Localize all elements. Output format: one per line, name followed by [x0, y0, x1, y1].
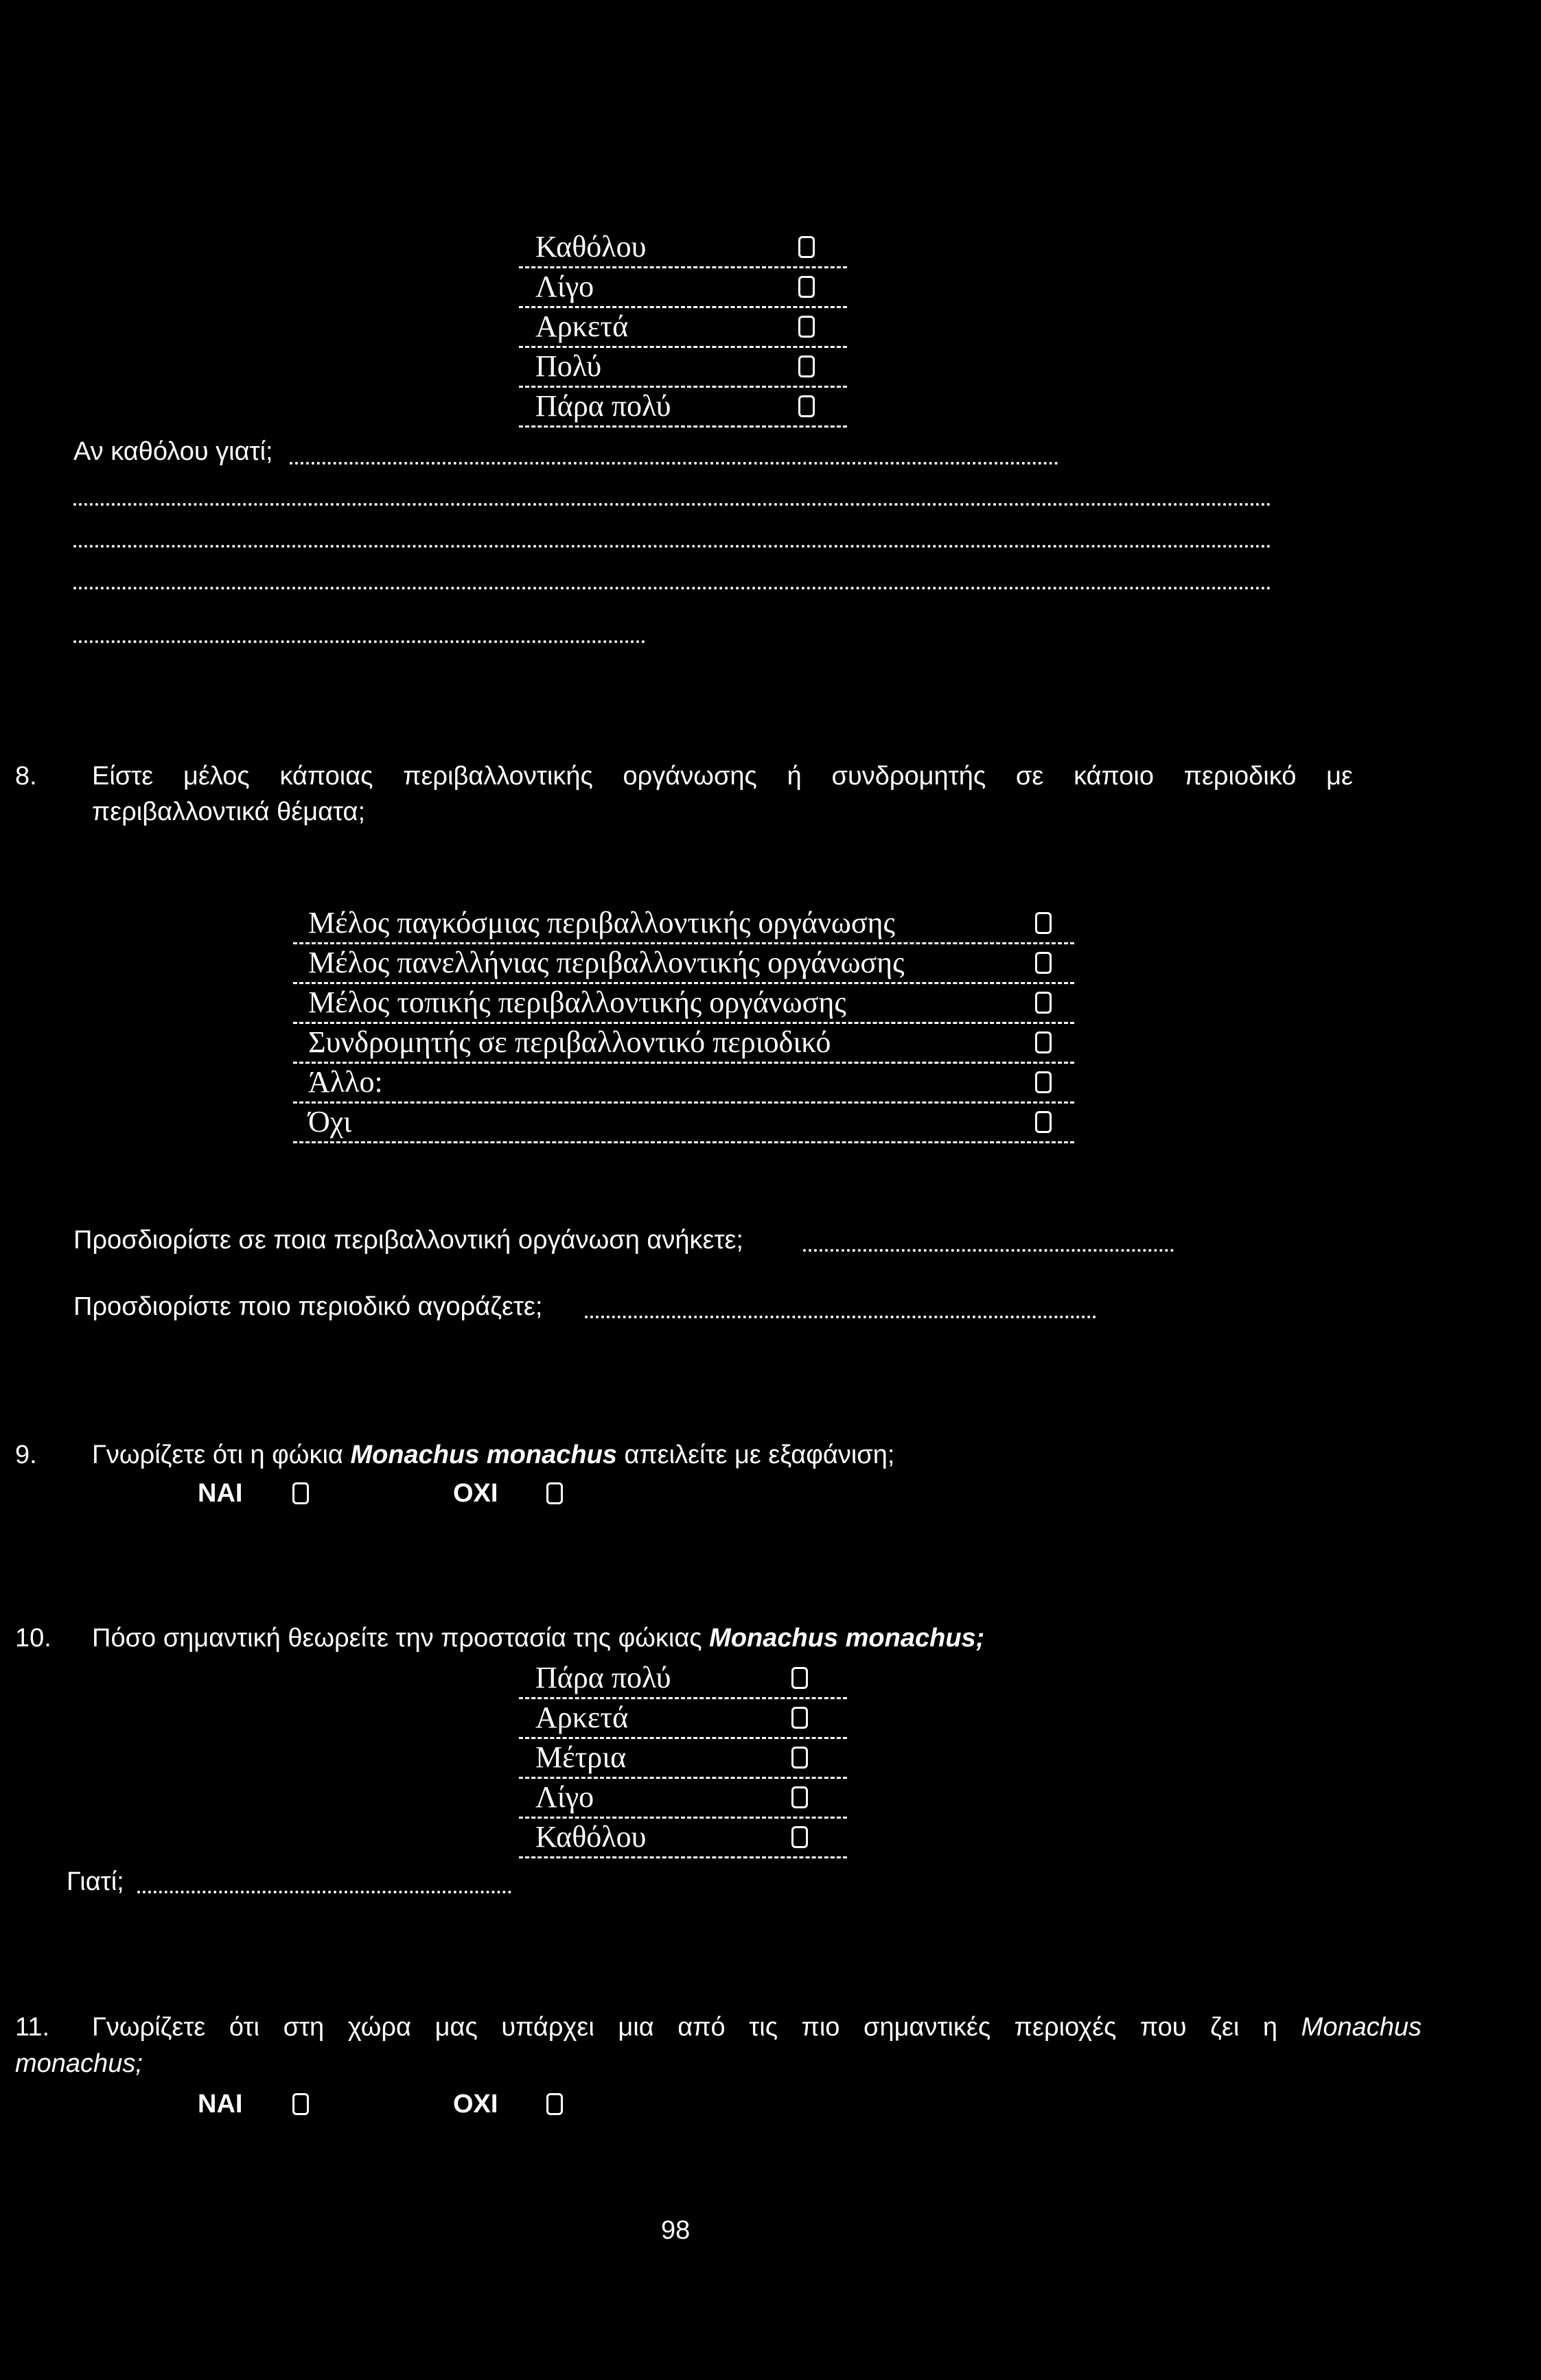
specify-magazine-label: Προσδιορίστε ποιο περιοδικό αγοράζετε; — [73, 1292, 543, 1321]
option-label: Άλλο: — [308, 1065, 383, 1099]
answer-line[interactable] — [73, 640, 645, 643]
answer-line[interactable] — [73, 587, 1271, 590]
rating-option[interactable] — [519, 348, 847, 388]
why-label: Γιατί; — [67, 1867, 124, 1896]
question-number: 10. — [15, 1624, 51, 1653]
option-label: Όχι — [308, 1105, 352, 1139]
question-text — [92, 1440, 894, 1471]
option-label: Καθόλου — [535, 230, 647, 264]
membership-option[interactable] — [293, 905, 1074, 944]
checkbox[interactable] — [791, 1667, 808, 1689]
option-label: Πάρα πολύ — [535, 389, 671, 423]
option-label: Πολύ — [535, 349, 602, 383]
checkbox[interactable] — [1035, 1031, 1052, 1053]
checkbox[interactable] — [798, 395, 815, 417]
checkbox[interactable] — [798, 236, 815, 258]
answer-line[interactable] — [585, 1316, 1096, 1318]
checkbox[interactable] — [798, 355, 815, 377]
question-text: Είστε μέλος κάποιας περιβαλλοντικής οργάνωσης ή συνδρομητής σε κάποιο περιοδικό με — [92, 762, 1353, 791]
checkbox[interactable] — [798, 316, 815, 338]
option-label: Λίγο — [535, 1780, 594, 1814]
answer-line[interactable] — [803, 1249, 1174, 1252]
importance-option[interactable] — [519, 1779, 847, 1819]
checkbox[interactable] — [1035, 1111, 1052, 1133]
question-text — [92, 1623, 984, 1655]
answer-line[interactable] — [73, 545, 1271, 548]
checkbox[interactable] — [1035, 992, 1052, 1014]
option-label: Λίγο — [535, 270, 594, 303]
answer-line[interactable] — [290, 462, 1058, 465]
yes-label: ΝΑΙ — [198, 1479, 243, 1508]
no-checkbox[interactable] — [546, 1482, 563, 1504]
question-text: περιβαλλοντικά θέματα; — [92, 797, 366, 826]
no-label: ΟΧΙ — [453, 1479, 498, 1508]
option-label: Αρκετά — [535, 310, 629, 343]
membership-option[interactable] — [293, 1064, 1074, 1104]
question-text-part: απειλείτε με εξαφάνιση; — [616, 1440, 895, 1469]
yes-checkbox[interactable] — [292, 2093, 309, 2115]
option-label: Συνδρομητής σε περιβαλλοντικό περιοδικό — [308, 1025, 831, 1059]
yes-label: ΝΑΙ — [198, 2090, 243, 2119]
option-label: Μέλος τοπικής περιβαλλοντικής οργάνωσης — [308, 985, 846, 1019]
importance-option[interactable] — [519, 1699, 847, 1739]
option-label: Αρκετά — [535, 1701, 629, 1734]
membership-option[interactable] — [293, 1104, 1074, 1143]
question-number: 8. — [15, 762, 37, 791]
option-label: Μέλος παγκόσμιας περιβαλλοντικής οργάνωσης — [308, 906, 895, 940]
species-name: Monachus monachus — [350, 1440, 617, 1469]
checkbox[interactable] — [1035, 952, 1052, 974]
yes-checkbox[interactable] — [292, 1482, 309, 1504]
question-text-part: Γνωρίζετε ότι στη χώρα μας υπάρχει μια από τις πιο σημαντικές περιοχές που ζει η — [92, 2013, 1278, 2042]
no-checkbox[interactable] — [546, 2093, 563, 2115]
question-number: 9. — [15, 1440, 37, 1469]
checkbox[interactable] — [1035, 1071, 1052, 1093]
option-label: Μέλος πανελλήνιας περιβαλλοντικής οργάνωσης — [308, 946, 905, 979]
answer-line[interactable] — [73, 503, 1271, 506]
checkbox[interactable] — [791, 1707, 808, 1729]
importance-option[interactable] — [519, 1819, 847, 1858]
rating-option[interactable] — [519, 268, 847, 308]
membership-option[interactable] — [293, 1024, 1074, 1064]
species-name: Monachus monachus; — [709, 1624, 985, 1653]
checkbox[interactable] — [791, 1826, 808, 1848]
option-label: Μέτρια — [535, 1740, 627, 1774]
species-name: Monachus — [1301, 2013, 1422, 2042]
specify-org-label: Προσδιορίστε σε ποια περιβαλλοντική οργάνωση ανήκετε; — [73, 1226, 743, 1255]
species-name: monachus; — [15, 2049, 143, 2078]
question-number: 11. — [15, 2013, 50, 2042]
membership-option[interactable] — [293, 944, 1074, 984]
rating-option[interactable] — [519, 308, 847, 348]
importance-option[interactable] — [519, 1659, 847, 1699]
rating-option[interactable] — [519, 388, 847, 428]
checkbox[interactable] — [791, 1747, 808, 1769]
question-text-part: Γνωρίζετε ότι η φώκια — [92, 1440, 351, 1469]
no-label: ΟΧΙ — [453, 2090, 498, 2119]
answer-line[interactable] — [137, 1891, 511, 1893]
option-label: Καθόλου — [535, 1820, 647, 1854]
question-text-part: Πόσο σημαντική θεωρείτε την προστασία της φώκιας — [92, 1624, 710, 1653]
checkbox[interactable] — [798, 276, 815, 298]
membership-option[interactable] — [293, 984, 1074, 1024]
option-label: Πάρα πολύ — [535, 1661, 671, 1694]
rating-option[interactable] — [519, 229, 847, 268]
question-text — [92, 2012, 1422, 2044]
why-label: Αν καθόλου γιατί; — [73, 437, 273, 466]
importance-option[interactable] — [519, 1739, 847, 1779]
page-number: 98 — [661, 2216, 691, 2245]
checkbox[interactable] — [1035, 912, 1052, 934]
checkbox[interactable] — [791, 1786, 808, 1808]
